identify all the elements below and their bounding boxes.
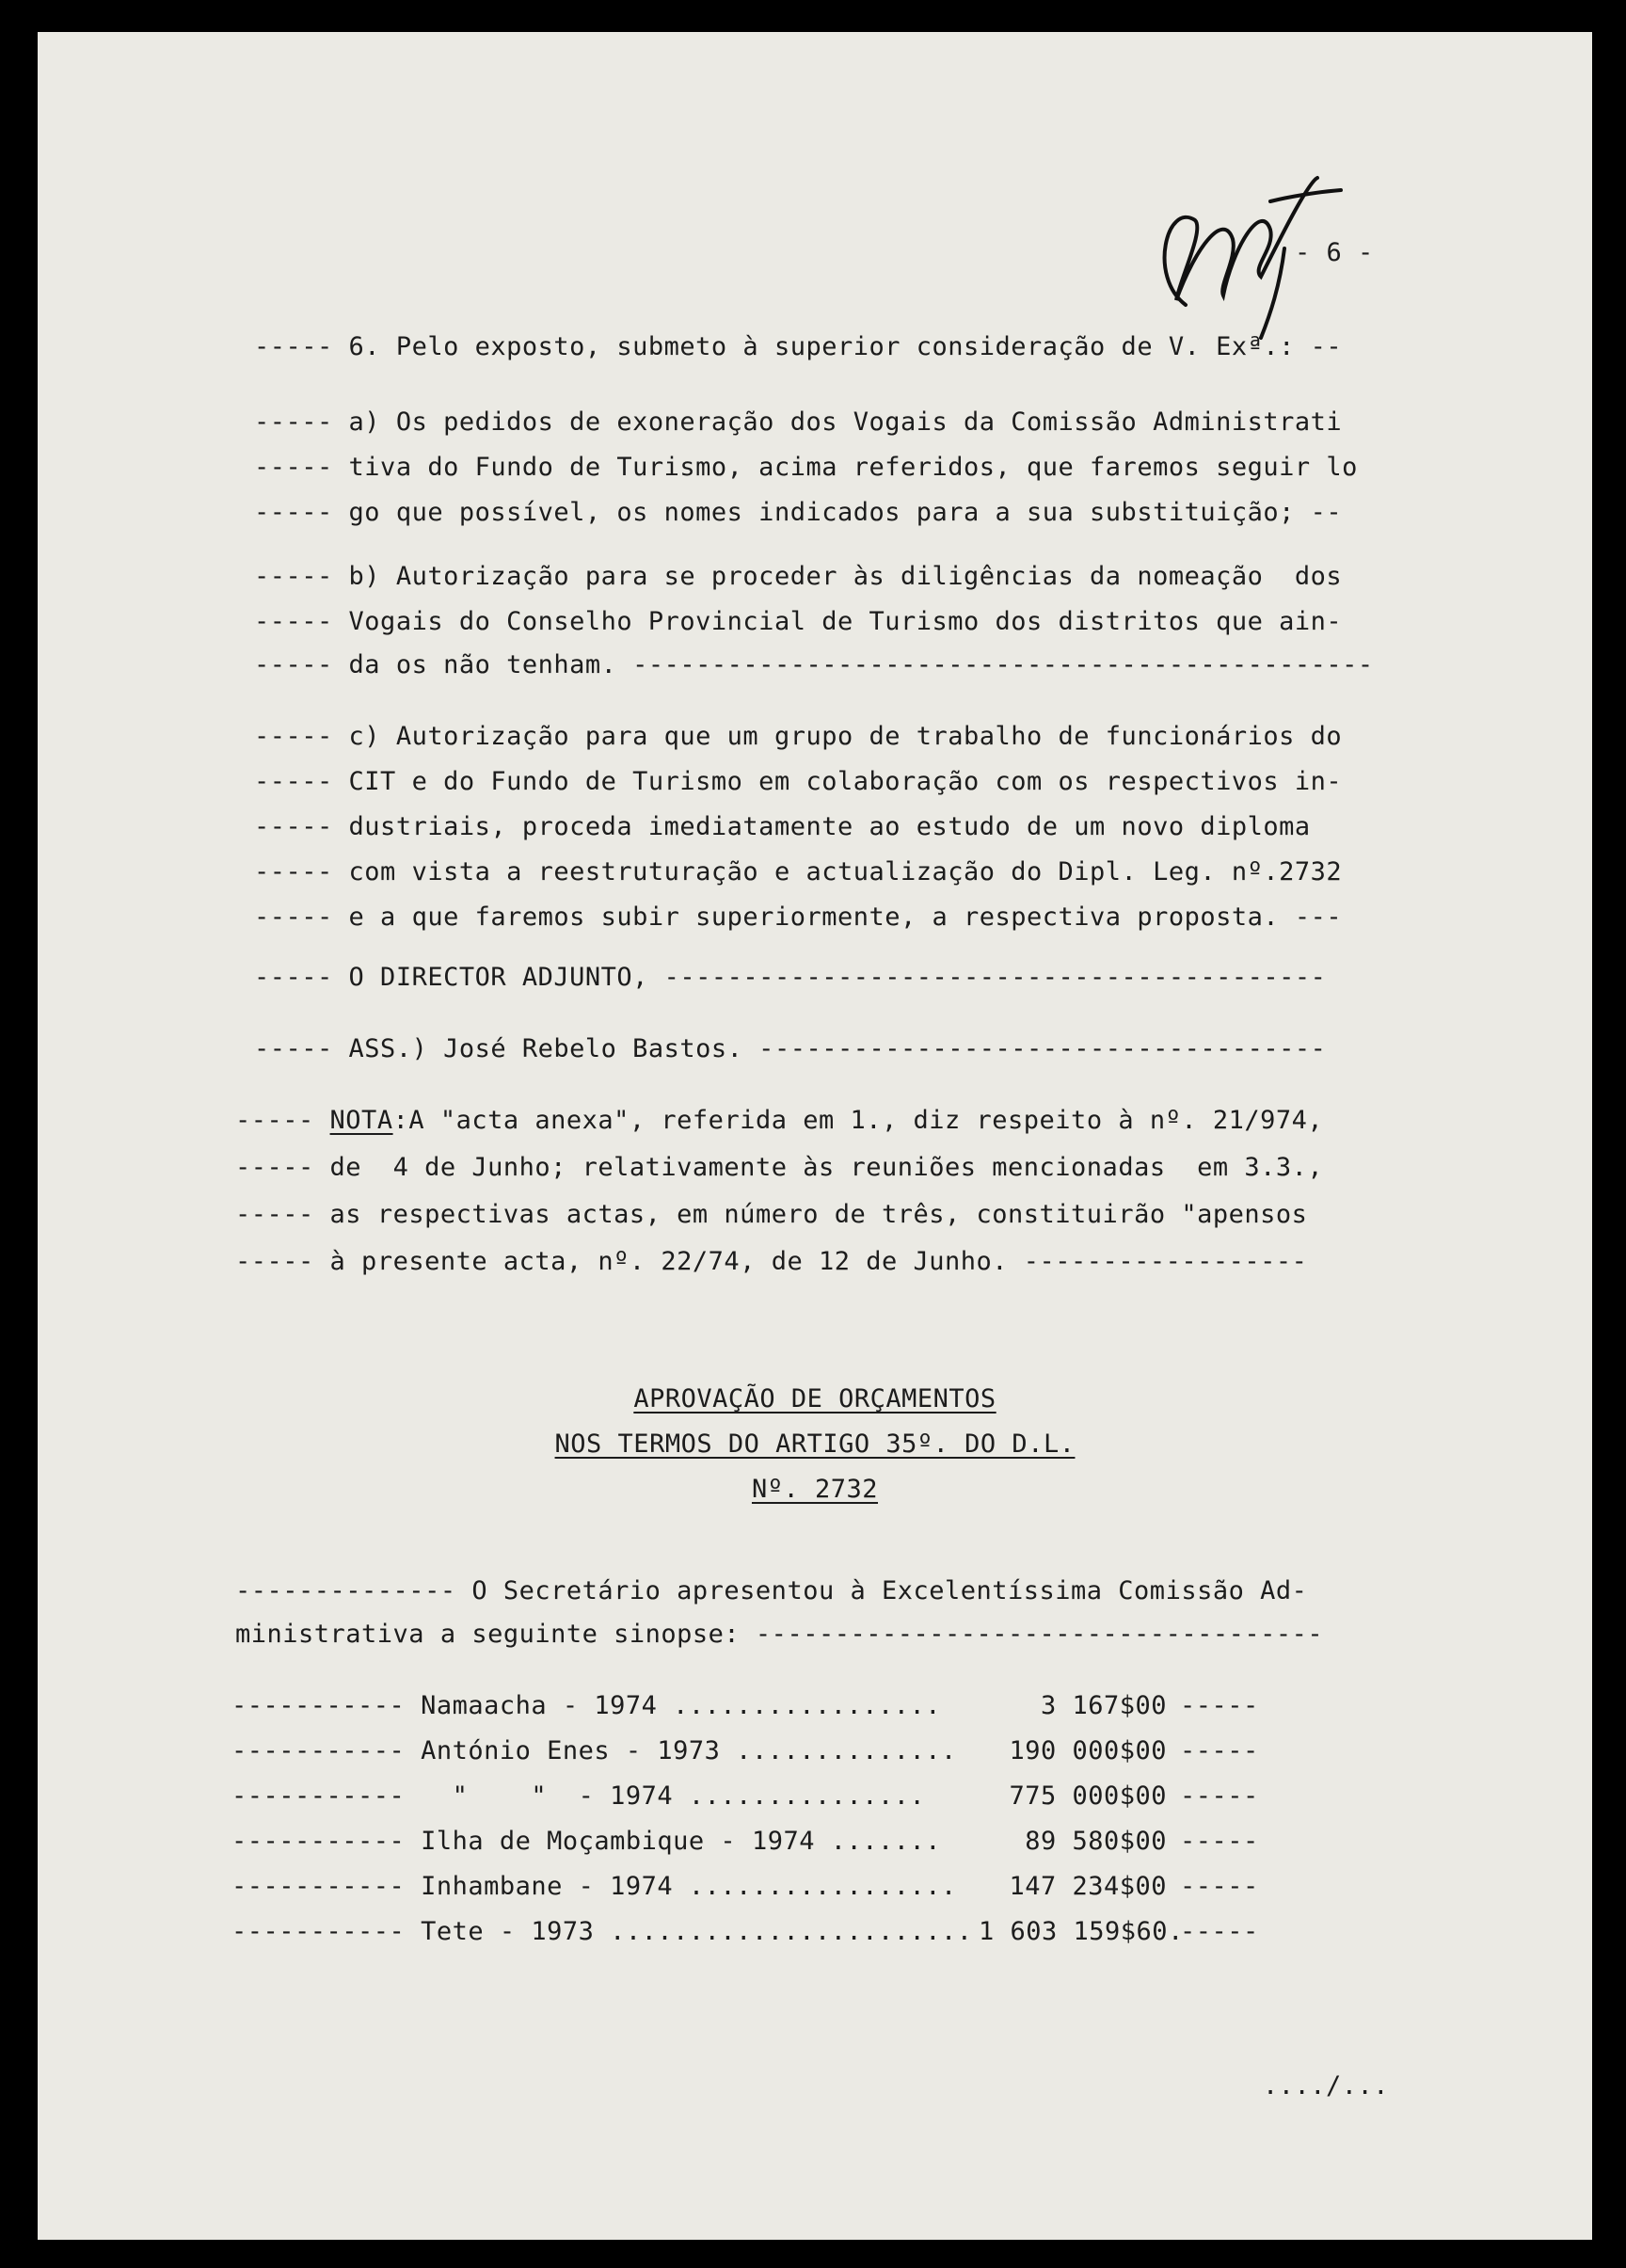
nota-label: NOTA [329, 1106, 393, 1135]
text-line: ----- a) Os pedidos de exoneração dos Vogais da Comissão Administrati [254, 407, 1343, 437]
amount: 1 603 159$60. [979, 1917, 1184, 1946]
text-line: ----- com vista a reestruturação e actualização do Dipl. Leg. nº.2732 [254, 857, 1343, 886]
continuation-mark: ..../... [1263, 2071, 1390, 2100]
list-item: ----------- " " - 1974 ............... [231, 1781, 926, 1811]
text-line: ----- 6. Pelo exposto, submeto à superior consideração de V. Exª.: -- [254, 332, 1343, 361]
text-line: ----- b) Autorização para se proceder às diligências da nomeação dos [254, 562, 1343, 591]
heading-line-1: APROVAÇÃO DE ORÇAMENTOS [633, 1384, 996, 1414]
amount: 89 580$00 [1025, 1827, 1167, 1856]
director-line: ----- O DIRECTOR ADJUNTO, ------------------------------------------ [254, 963, 1327, 992]
heading-line-2: NOS TERMOS DO ARTIGO 35º. DO D.L. [554, 1429, 1076, 1459]
list-item: ----------- Namaacha - 1974 ................. [231, 1691, 942, 1720]
amount: 190 000$00 [1009, 1736, 1167, 1765]
text-line: ----- go que possível, os nomes indicados para a sua substituição; -- [254, 498, 1343, 527]
list-item: ----------- Ilha de Moçambique - 1974 ....... [231, 1827, 942, 1856]
amount: 3 167$00 [1040, 1691, 1167, 1720]
page-number: - 6 - [1295, 238, 1374, 267]
text-line: ----- à presente acta, nº. 22/74, de 12 de Junho. ------------------ [235, 1247, 1308, 1276]
list-tail: ----- [1180, 1781, 1259, 1811]
list-tail: ----- [1180, 1872, 1259, 1901]
text-line: ----- da os não tenham. ----------------------------------------------- [254, 650, 1374, 679]
text-line: ----- e a que faremos subir superiormente, a respectiva proposta. --- [254, 902, 1343, 932]
list-item: ----------- Tete - 1973 ....................... [231, 1917, 973, 1946]
text-line: ----- c) Autorização para que um grupo de trabalho de funcionários do [254, 722, 1343, 751]
text-line: ----- as respectivas actas, em número de três, constituirão "apensos [235, 1200, 1308, 1229]
list-tail: ----- [1180, 1736, 1259, 1765]
amount: 775 000$00 [1009, 1781, 1167, 1811]
heading-line-3: Nº. 2732 [751, 1475, 879, 1504]
text-line: ----- Vogais do Conselho Provincial de Turismo dos distritos que ain- [254, 607, 1343, 636]
text-line: ----- CIT e do Fundo de Turismo em colaboração com os respectivos in- [254, 767, 1343, 796]
text-line: ----- NOTA:A "acta anexa", referida em 1., diz respeito à nº. 21/974, [235, 1106, 1324, 1135]
list-tail: ----- [1180, 1827, 1259, 1856]
text-line: ----- dustriais, proceda imediatamente ao estudo de um novo diploma [254, 812, 1311, 841]
text-line: ----- de 4 de Junho; relativamente às reuniões mencionadas em 3.3., [235, 1153, 1324, 1182]
list-item: ----------- Inhambane - 1974 ................. [231, 1872, 957, 1901]
list-tail: ----- [1180, 1917, 1259, 1946]
intro-line-2: ministrativa a seguinte sinopse: ------------------------------------ [235, 1620, 1324, 1649]
amount: 147 234$00 [1009, 1872, 1167, 1901]
intro-line-1: -------------- O Secretário apresentou à Excelentíssima Comissão Ad- [235, 1576, 1308, 1605]
list-item: ----------- António Enes - 1973 .............. [231, 1736, 957, 1765]
text-line: ----- tiva do Fundo de Turismo, acima referidos, que faremos seguir lo [254, 453, 1358, 482]
list-tail: ----- [1180, 1691, 1259, 1720]
document-page [38, 32, 1592, 2240]
signature-line: ----- ASS.) José Rebelo Bastos. ------------------------------------ [254, 1034, 1327, 1063]
